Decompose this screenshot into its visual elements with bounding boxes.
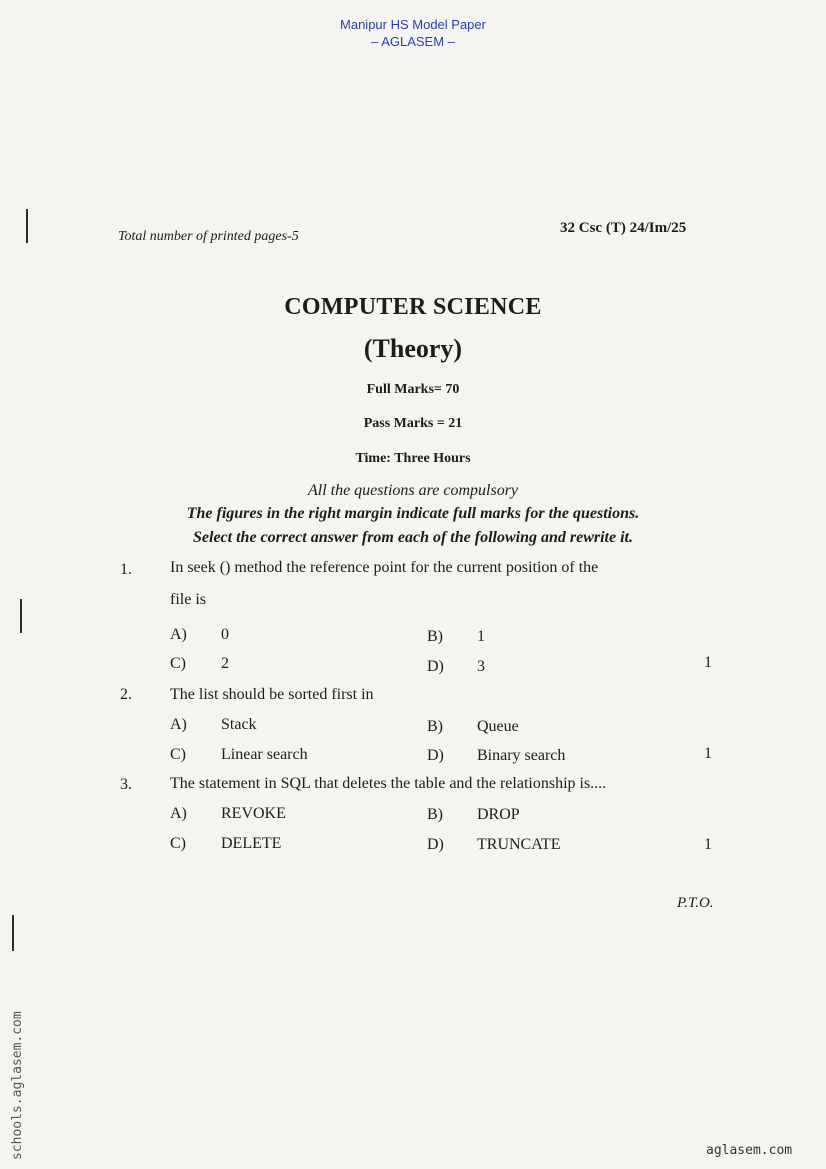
question-text: The statement in SQL that deletes the table and the relationship is.... — [170, 775, 607, 792]
option-label: B) — [427, 628, 443, 645]
option-text: 1 — [477, 628, 485, 645]
header-subtitle: – AGLASEM – — [371, 34, 455, 49]
option-text: DROP — [477, 806, 520, 823]
full-marks: Full Marks= 70 — [366, 382, 460, 397]
option-label: A) — [170, 805, 187, 822]
option-label: A) — [170, 716, 187, 733]
side-watermark: schools.aglasem.com — [10, 1011, 25, 1160]
pass-marks: Pass Marks = 21 — [363, 416, 463, 431]
question-marks: 1 — [704, 654, 712, 671]
option-label: D) — [427, 658, 444, 675]
instruction-line: The figures in the right margin indicate full marks for the questions. — [186, 505, 640, 522]
scan-mark — [12, 915, 14, 951]
option-label: D) — [427, 747, 444, 764]
paper-code: 32 Csc (T) 24/Im/25 — [560, 220, 687, 236]
option-label: C) — [170, 746, 186, 763]
time-allowed: Time: Three Hours — [355, 451, 471, 466]
instruction-line: Select the correct answer from each of the following and rewrite it. — [193, 529, 633, 546]
subject-title: COMPUTER SCIENCE — [284, 294, 542, 320]
scan-mark — [20, 599, 22, 633]
option-text: Linear search — [221, 746, 308, 763]
question-text: The list should be sorted first in — [170, 686, 374, 703]
option-text: REVOKE — [221, 805, 286, 822]
option-text: Queue — [477, 718, 519, 735]
option-label: C) — [170, 835, 186, 852]
scan-mark — [26, 209, 28, 243]
question-marks: 1 — [704, 836, 712, 853]
question-number: 3. — [120, 776, 132, 793]
option-label: D) — [427, 836, 444, 853]
option-text: TRUNCATE — [477, 836, 561, 853]
printed-pages: Total number of printed pages-5 — [118, 229, 299, 244]
header-title: Manipur HS Model Paper — [340, 17, 486, 32]
question-text: file is — [170, 591, 206, 608]
paper-type: (Theory) — [363, 334, 463, 363]
option-text: 3 — [477, 658, 485, 675]
question-number: 1. — [120, 561, 132, 578]
option-label: A) — [170, 626, 187, 643]
question-text: In seek () method the reference point for the current position of the — [170, 559, 599, 576]
option-text: 0 — [221, 626, 229, 643]
option-text: 2 — [221, 655, 229, 672]
option-text: Binary search — [477, 747, 566, 764]
option-label: C) — [170, 655, 186, 672]
question-number: 2. — [120, 686, 132, 703]
footer-watermark: aglasem.com — [706, 1143, 793, 1158]
option-text: DELETE — [221, 835, 282, 852]
option-text: Stack — [221, 716, 257, 733]
please-turn-over: P.T.O. — [677, 895, 714, 911]
question-marks: 1 — [704, 745, 712, 762]
option-label: B) — [427, 718, 443, 735]
instruction-line: All the questions are compulsory — [307, 482, 519, 499]
option-label: B) — [427, 806, 443, 823]
